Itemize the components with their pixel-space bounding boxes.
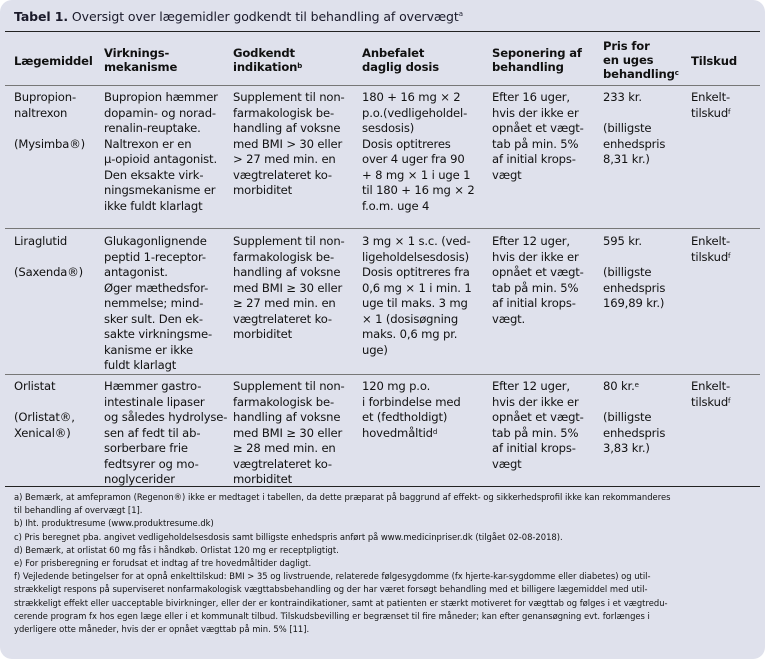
header-subsidy: Tilskud	[691, 54, 737, 68]
row2-discontinuation: Efter 12 uger, hvis der ikke er opnået et vægt- tab på min. 5% af initial krops- vægt.	[492, 234, 584, 326]
header-discontinuation: Seponering af behandling	[492, 46, 582, 74]
row1-mechanism: Bupropion hæmmer dopamin- og norad- renalin-reuptake. Naltrexon er en μ-opioid antagonist. Den eksakte virk- ningsmekanisme er ikke fuldt klarlagt	[104, 90, 218, 213]
footnotes	[14, 491, 754, 636]
row3-indication: Supplement til non- farmakologisk be- handling af voksne med BMI ≥ 30 eller ≥ 28 med min. en vægtrelateret ko- morbiditet	[233, 379, 345, 486]
row3-drug: Orlistat (Orlistat®, Xenical®)	[14, 379, 75, 440]
row1-dose: 180 + 16 mg × 2 p.o.(vedligeholdel- sesdosis) Dosis optitreres over 4 uger fra 90 + 8 mg × 1 i uge 1 til 180 + 16 mg × 2 f.o.m. uge 4	[362, 90, 475, 213]
row3-subsidy: Enkelt- tilskud$^f$	[691, 379, 731, 409]
row1-subsidy: Enkelt- tilskud$^f$	[691, 90, 731, 120]
row2-subsidy: Enkelt- tilskud$^f$	[691, 234, 731, 264]
table-title	[14, 9, 463, 24]
row-divider-2	[5, 374, 760, 375]
row3-discontinuation: Efter 12 uger, hvis der ikke er opnået et vægt- tab på min. 5% af initial krops- vægt	[492, 379, 584, 471]
footnote-c: c) Pris beregnet pba. angivet vedligeholdelsesdosis samt billigste enhedspris anført på www.medicinpriser.dk (tilgået 02-08-2018).	[14, 531, 563, 542]
row-divider-1	[5, 228, 760, 229]
row2-indication: Supplement til non- farmakologisk be- handling af voksne med BMI ≥ 30 eller ≥ 27 med min. en vægtrelateret ko- morbiditet	[233, 234, 345, 341]
header-price: Pris for en uges behandling$^c$	[603, 39, 679, 81]
row2-drug: Liraglutid (Saxenda®)	[14, 234, 84, 279]
footnote-e: e) For prisberegning er forudsat et indtag af tre hovedmåltider dagligt.	[14, 558, 312, 569]
header-drug: Lægemiddel	[14, 54, 93, 68]
table-title-label: Tabel 1.	[14, 9, 69, 24]
table-title-footnote-marker: a	[458, 9, 463, 18]
header-mechanism: Virknings- mekanisme	[104, 46, 178, 74]
footnote-b: b) Iht. produktresume (www.produktresume.dk)	[14, 518, 214, 529]
row3-price: 80 kr.$^e$ (billigste enhedspris 3,83 kr.)	[603, 379, 666, 455]
top-rule	[5, 31, 760, 32]
row1-discontinuation: Efter 16 uger, hvis der ikke er opnået et vægt- tab på min. 5% af initial krops- vægt	[492, 90, 584, 182]
bottom-rule	[5, 486, 760, 487]
row2-dose: 3 mg × 1 s.c. (ved- ligeholdelsesdosis) Dosis optitreres fra 0,6 mg × 1 i min. 1 uge til maks. 3 mg × 1 (dosisøgning maks. 0,6 mg pr. uge)	[362, 234, 472, 357]
row1-indication: Supplement til non- farmakologisk be- handling af voksne med BMI > 30 eller > 27 med min. en vægtrelateret ko- morbiditet	[233, 90, 345, 197]
row3-dose: 120 mg p.o. i forbindelse med et (fedtholdigt) hovedmåltid$^d$	[362, 379, 461, 440]
row2-mechanism: Glukagonlignende peptid 1-receptor- antagonist. Øger mæthedsfor- nemmelse; mind- sker sult. Den ek- sakte virkningsme- kanisme er ikke fuldt klarlagt	[104, 234, 213, 372]
footnote-d: d) Bemærk, at orlistat 60 mg fås i håndkøb. Orlistat 120 mg er receptpligtigt.	[14, 544, 339, 555]
row1-price: 233 kr. (billigste enhedspris 8,31 kr.)	[603, 90, 666, 166]
header-dose: Anbefalet daglig dosis	[362, 46, 439, 74]
header-indication: Godkendt indikation$^b$	[233, 46, 303, 74]
row3-mechanism: Hæmmer gastro- intestinale lipaser og således hydrolyse- sen af fedt til ab- sorberbare frie fedtsyrer og mo- noglycerider	[104, 379, 228, 486]
row1-drug: Bupropion- naltrexon (Mysimba®)	[14, 90, 86, 151]
footnote-a: a) Bemærk, at amfepramon (Regenon®) ikke er medtaget i tabellen, da dette præparat på baggrund af effekt- og sikkerhedsprofil ikke kan rekommanderes til behandling af overvægt [1].	[14, 492, 671, 516]
header-rule	[5, 85, 760, 86]
footnote-f: f) Vejledende betingelser for at opnå enkelttilskud: BMI > 35 og livstruende, relaterede følgesygdomme (fx hjerte-kar-sygdomme eller diabetes) og util- strækkeligt respons på superviseret nonfarmakologisk vægttabsbehandling og der har været forsøgt behandling med et billigere lægemiddel med util- strækkeligt effekt eller uacceptable bivirkninger, eller der er kontraindikationer, samt at patienten er stærkt motiveret for vægttab og følges i et vægtredu- cerende program fx hos egen læge eller i et kommunalt tilbud. Tilskudsbevilling er begrænset til fire måneder; kan efter genansøgning evt. forlænges i yderligere otte måneder, hvis der er opnået vægttab på min. 5% [11].	[14, 571, 668, 635]
table-title-text: Oversigt over lægemidler godkendt til behandling af overvægt	[68, 9, 459, 24]
row2-price: 595 kr. (billigste enhedspris 169,89 kr.)	[603, 234, 666, 310]
